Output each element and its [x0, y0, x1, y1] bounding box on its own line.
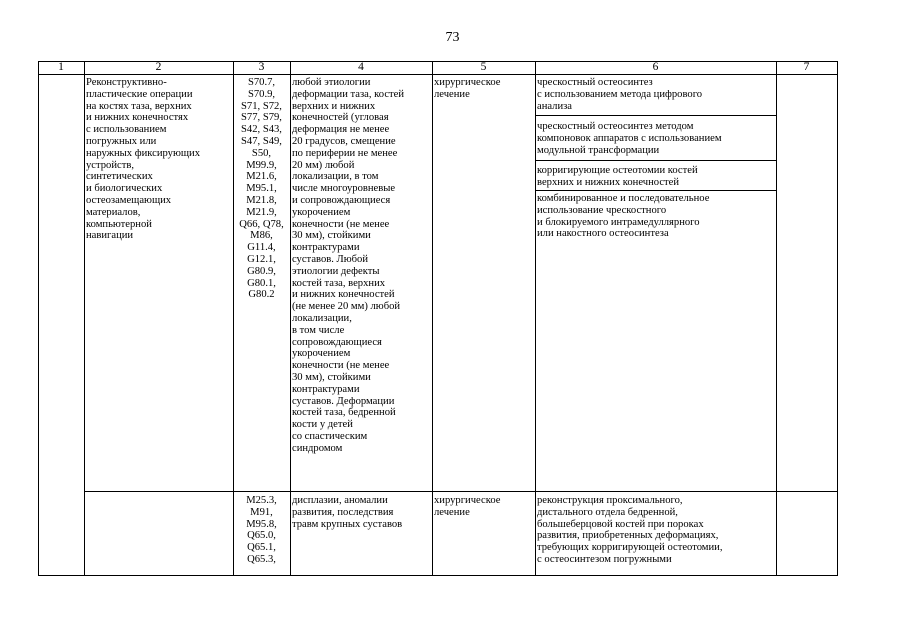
- header-col-1: 1: [58, 61, 64, 73]
- diagnosis-description: любой этиологии деформации таза, костей верхних и нижних конечностей (угловая деформация не менее 20 градусов, смещение по периферии не менее 20 мм) любой локализации, в том числе многоуровневые и сопровождающиеся укорочением конечности (не менее 30 мм), стойкими контрактурами суставов. Любой этиологии дефекты костей таза, верхних и нижних конечностей (не менее 20 мм) любой локализации, в том числе сопровождающиеся укорочением конечности (не менее 30 мм), стойкими контрактурами суставов. Деформации костей таза, бедренной кости у детей со спастическим синдромом: [292, 77, 405, 454]
- procedure-name: Реконструктивно- пластические операции на костях таза, верхних и нижних конечностях с использованием погружных или наружных фиксирующих устройств, синтетических и биологических остеозамещающих материалов, компьютерной навигации: [86, 77, 201, 242]
- diagnosis-description: дисплазии, аномалии развития, последствия травм крупных суставов: [292, 495, 403, 530]
- header-col-2: 2: [155, 61, 162, 73]
- row-divider: [84, 491, 838, 492]
- header-col-6: 6: [652, 61, 659, 73]
- column-divider: [776, 61, 777, 576]
- column-divider: [432, 61, 433, 576]
- treatment-method: чрескостный остеосинтез методом компоновок аппаратов с использованием модульной трансформации: [537, 121, 722, 156]
- header-col-5: 5: [480, 61, 487, 73]
- procedures-table: [38, 61, 838, 576]
- treatment-type: хирургическое лечение: [434, 77, 501, 100]
- column-divider: [84, 61, 85, 576]
- column-divider: [535, 61, 536, 576]
- icd-codes: S70.7, S70.9, S71, S72, S77, S79, S42, S43, S47, S49, S50, M99.9, M21.6, M95.1, M21.8, M21.9, Q66, Q78, M86, G11.4, G12.1, G80.9, G80.1, G80.2: [239, 77, 284, 301]
- cell-divider: [535, 115, 776, 116]
- table-border-left: [38, 61, 39, 576]
- column-divider: [290, 61, 291, 576]
- treatment-method: чрескостный остеосинтез с использованием метода цифрового анализа: [537, 77, 703, 112]
- treatment-type: хирургическое лечение: [434, 495, 501, 518]
- header-col-7: 7: [803, 61, 810, 73]
- header-divider: [38, 74, 838, 75]
- table-border-bottom: [38, 575, 838, 576]
- cell-divider: [535, 160, 776, 161]
- table-border-right: [837, 61, 838, 576]
- icd-codes: M25.3, M91, M95.8, Q65.0, Q65.1, Q65.3,: [246, 495, 277, 565]
- page-number: 73: [445, 30, 460, 45]
- treatment-method: комбинированное и последовательное использование чрескостного и блокируемого интрамедуллярного или накостного остеосинтеза: [537, 193, 710, 240]
- header-col-4: 4: [358, 61, 364, 73]
- treatment-method: реконструкция проксимального, дистального отдела бедренной, большеберцовой костей при пороках развития, приобретенных деформациях, требующих корригирующей остеотомии, с остеосинтезом погружными: [537, 495, 723, 565]
- header-col-3: 3: [258, 61, 265, 73]
- cell-divider: [535, 190, 776, 191]
- treatment-method: корригирующие остеотомии костей верхних и нижних конечностей: [537, 165, 698, 188]
